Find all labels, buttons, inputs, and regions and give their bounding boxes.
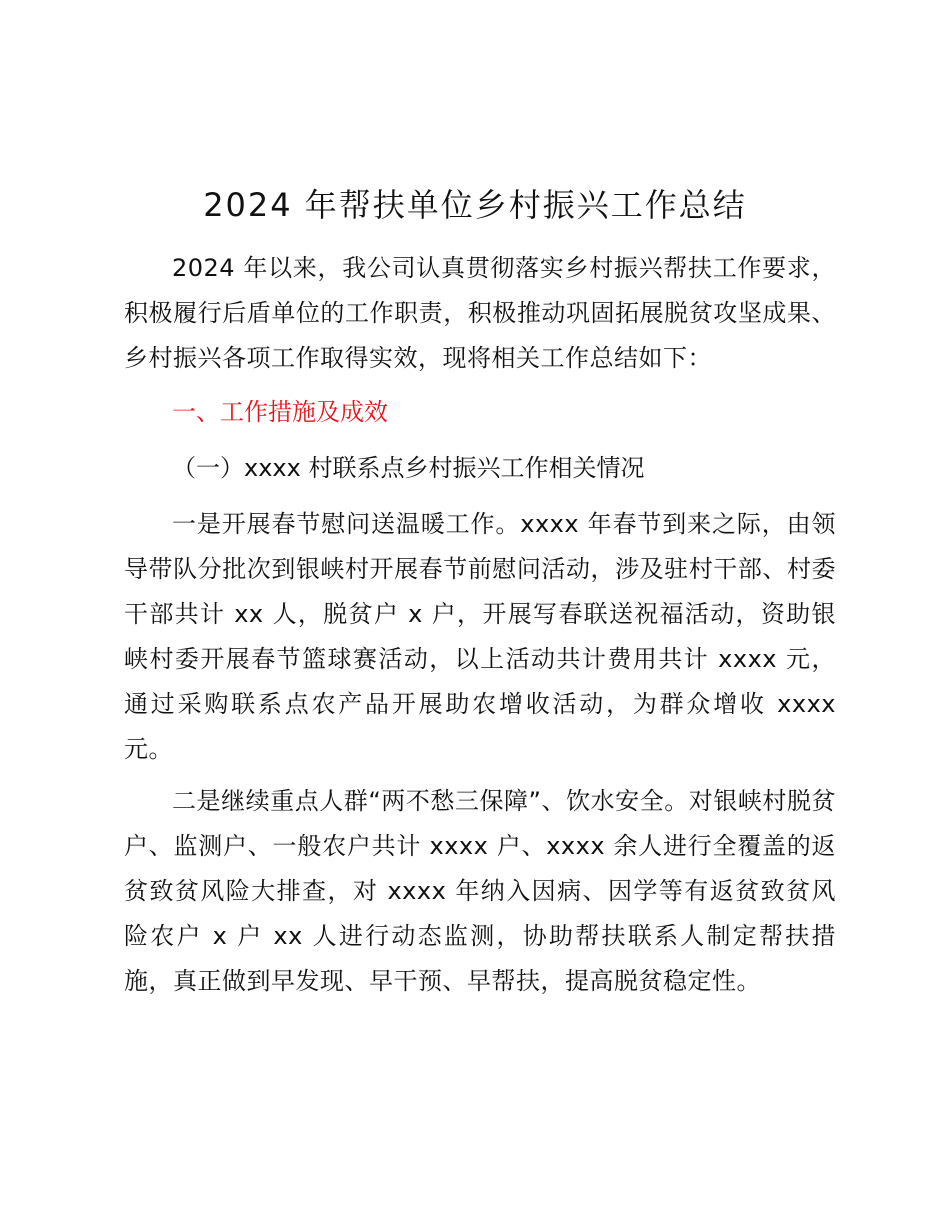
section-heading: 一、工作措施及成效 [172,398,388,426]
paragraph-key-groups: 二是继续重点人群“两不愁三保障”、饮水安全。对银峡村脱贫户、监测户、一般农户共计 xxxx 户、xxxx 余人进行全覆盖的返贫致贫风险大排查，对 xxxx 年纳入因病、因学等有返贫致贫风险农户 x 户 xx 人进行动态监测，协助帮扶联系人制定帮扶措施，真正做到早发现、早干预、早帮扶，提高脱贫稳定性。 [124,787,836,995]
subsection-heading: （一）xxxx 村联系点乡村振兴工作相关情况 [172,454,645,482]
document-title: 2024 年帮扶单位乡村振兴工作总结 [203,186,747,224]
paragraph-spring-festival: 一是开展春节慰问送温暖工作。xxxx 年春节到来之际，由领导带队分批次到银峡村开展春节前慰问活动，涉及驻村干部、村委干部共计 xx 人，脱贫户 x 户，开展写春联送祝福活动，资助银峡村委开展春节篮球赛活动，以上活动共计费用共计 xxxx 元，通过采购联系点农产品开展助农增收活动，为群众增收 xxxx 元。 [124,510,836,763]
intro-paragraph: 2024 年以来，我公司认真贯彻落实乡村振兴帮扶工作要求，积极履行后盾单位的工作职责，积极推动巩固拓展脱贫攻坚成果、乡村振兴各项工作取得实效，现将相关工作总结如下： [124,254,836,372]
